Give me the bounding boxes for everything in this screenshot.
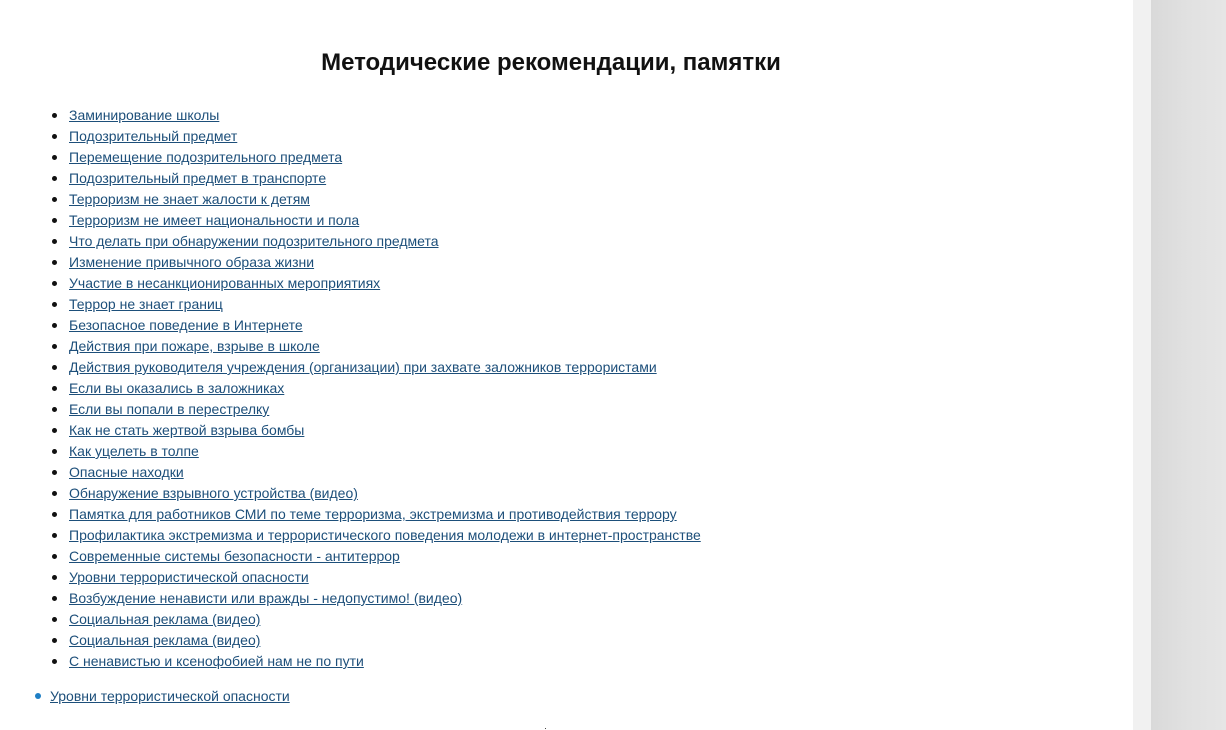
memo-link[interactable]: С ненавистью и ксенофобией нам не по пути — [69, 653, 364, 669]
memo-link[interactable]: Памятка для работников СМИ по теме терроризма, экстремизма и противодействия террору — [69, 506, 677, 522]
memo-link[interactable]: Террор не знает границ — [69, 296, 223, 312]
bullet-icon — [52, 512, 57, 517]
bullet-icon — [52, 218, 57, 223]
bullet-icon — [52, 260, 57, 265]
related-link-item — [0, 686, 290, 707]
bullet-icon — [52, 617, 57, 622]
list-item — [0, 147, 701, 168]
memo-link[interactable]: Возбуждение ненависти или вражды - недопустимо! (видео) — [69, 590, 463, 606]
list-item — [0, 294, 701, 315]
recommendations-list — [0, 105, 701, 672]
memo-link[interactable]: Терроризм не имеет национальности и пола — [69, 212, 360, 228]
list-item — [0, 252, 701, 273]
artifact-dot — [545, 728, 546, 729]
list-item — [0, 126, 701, 147]
memo-link[interactable]: Профилактика экстремизма и террористического поведения молодежи в интернет-пространстве — [69, 527, 701, 543]
list-item — [0, 378, 701, 399]
list-item — [0, 441, 701, 462]
bullet-icon — [52, 596, 57, 601]
list-item — [0, 210, 701, 231]
memo-link[interactable]: Что делать при обнаружении подозрительного предмета — [69, 233, 439, 249]
list-item — [0, 189, 701, 210]
bullet-icon — [52, 281, 57, 286]
bullet-icon — [52, 386, 57, 391]
bullet-icon — [52, 428, 57, 433]
bullet-icon — [52, 176, 57, 181]
memo-link[interactable]: Действия руководителя учреждения (организации) при захвате заложников террористами — [69, 359, 657, 375]
bullet-icon — [52, 470, 57, 475]
list-item — [0, 336, 701, 357]
bullet-icon — [52, 323, 57, 328]
list-item — [0, 231, 701, 252]
page-title: Методические рекомендации, памятки — [321, 49, 781, 76]
list-item — [0, 315, 701, 336]
list-item — [0, 546, 701, 567]
terror-threat-levels-link[interactable]: Уровни террористической опасности — [50, 688, 290, 704]
list-item — [0, 168, 701, 189]
list-item — [0, 105, 701, 126]
memo-link[interactable]: Опасные находки — [69, 464, 184, 480]
memo-link[interactable]: Если вы оказались в заложниках — [69, 380, 285, 396]
bullet-icon — [52, 302, 57, 307]
bullet-icon — [52, 155, 57, 160]
memo-link[interactable]: Перемещение подозрительного предмета — [69, 149, 343, 165]
memo-link[interactable]: Терроризм не знает жалости к детям — [69, 191, 310, 207]
memo-link[interactable]: Если вы попали в перестрелку — [69, 401, 270, 417]
memo-link[interactable]: Как не стать жертвой взрыва бомбы — [69, 422, 305, 438]
bullet-icon — [52, 197, 57, 202]
bullet-icon — [52, 491, 57, 496]
list-item — [0, 399, 701, 420]
list-item — [0, 588, 701, 609]
memo-link[interactable]: Социальная реклама (видео) — [69, 611, 261, 627]
memo-link[interactable]: Современные системы безопасности - антитеррор — [69, 548, 400, 564]
list-item — [0, 462, 701, 483]
list-item — [0, 420, 701, 441]
memo-link[interactable]: Обнаружение взрывного устройства (видео) — [69, 485, 358, 501]
bullet-icon — [52, 407, 57, 412]
bullet-icon — [52, 344, 57, 349]
list-item — [0, 525, 701, 546]
memo-link[interactable]: Изменение привычного образа жизни — [69, 254, 315, 270]
bullet-icon — [52, 113, 57, 118]
bullet-icon — [35, 693, 41, 699]
bullet-icon — [52, 659, 57, 664]
memo-link[interactable]: Безопасное поведение в Интернете — [69, 317, 303, 333]
bullet-icon — [52, 638, 57, 643]
memo-link[interactable]: Заминирование школы — [69, 107, 220, 123]
memo-link[interactable]: Действия при пожаре, взрыве в школе — [69, 338, 320, 354]
side-strip — [1133, 0, 1151, 730]
list-item — [0, 651, 701, 672]
memo-link[interactable]: Подозрительный предмет — [69, 128, 238, 144]
list-item — [0, 273, 701, 294]
list-item — [0, 483, 701, 504]
memo-link[interactable]: Подозрительный предмет в транспорте — [69, 170, 327, 186]
list-item — [0, 609, 701, 630]
bullet-icon — [52, 134, 57, 139]
bullet-icon — [52, 365, 57, 370]
side-panel — [1151, 0, 1226, 730]
list-item — [0, 504, 701, 525]
memo-link[interactable]: Уровни террористической опасности — [69, 569, 309, 585]
list-item — [0, 357, 701, 378]
bullet-icon — [52, 449, 57, 454]
memo-link[interactable]: Участие в несанкционированных мероприятиях — [69, 275, 381, 291]
bullet-icon — [52, 533, 57, 538]
memo-link[interactable]: Социальная реклама (видео) — [69, 632, 261, 648]
bullet-icon — [52, 554, 57, 559]
list-item — [0, 630, 701, 651]
list-item — [0, 567, 701, 588]
bullet-icon — [52, 239, 57, 244]
memo-link[interactable]: Как уцелеть в толпе — [69, 443, 199, 459]
bullet-icon — [52, 575, 57, 580]
